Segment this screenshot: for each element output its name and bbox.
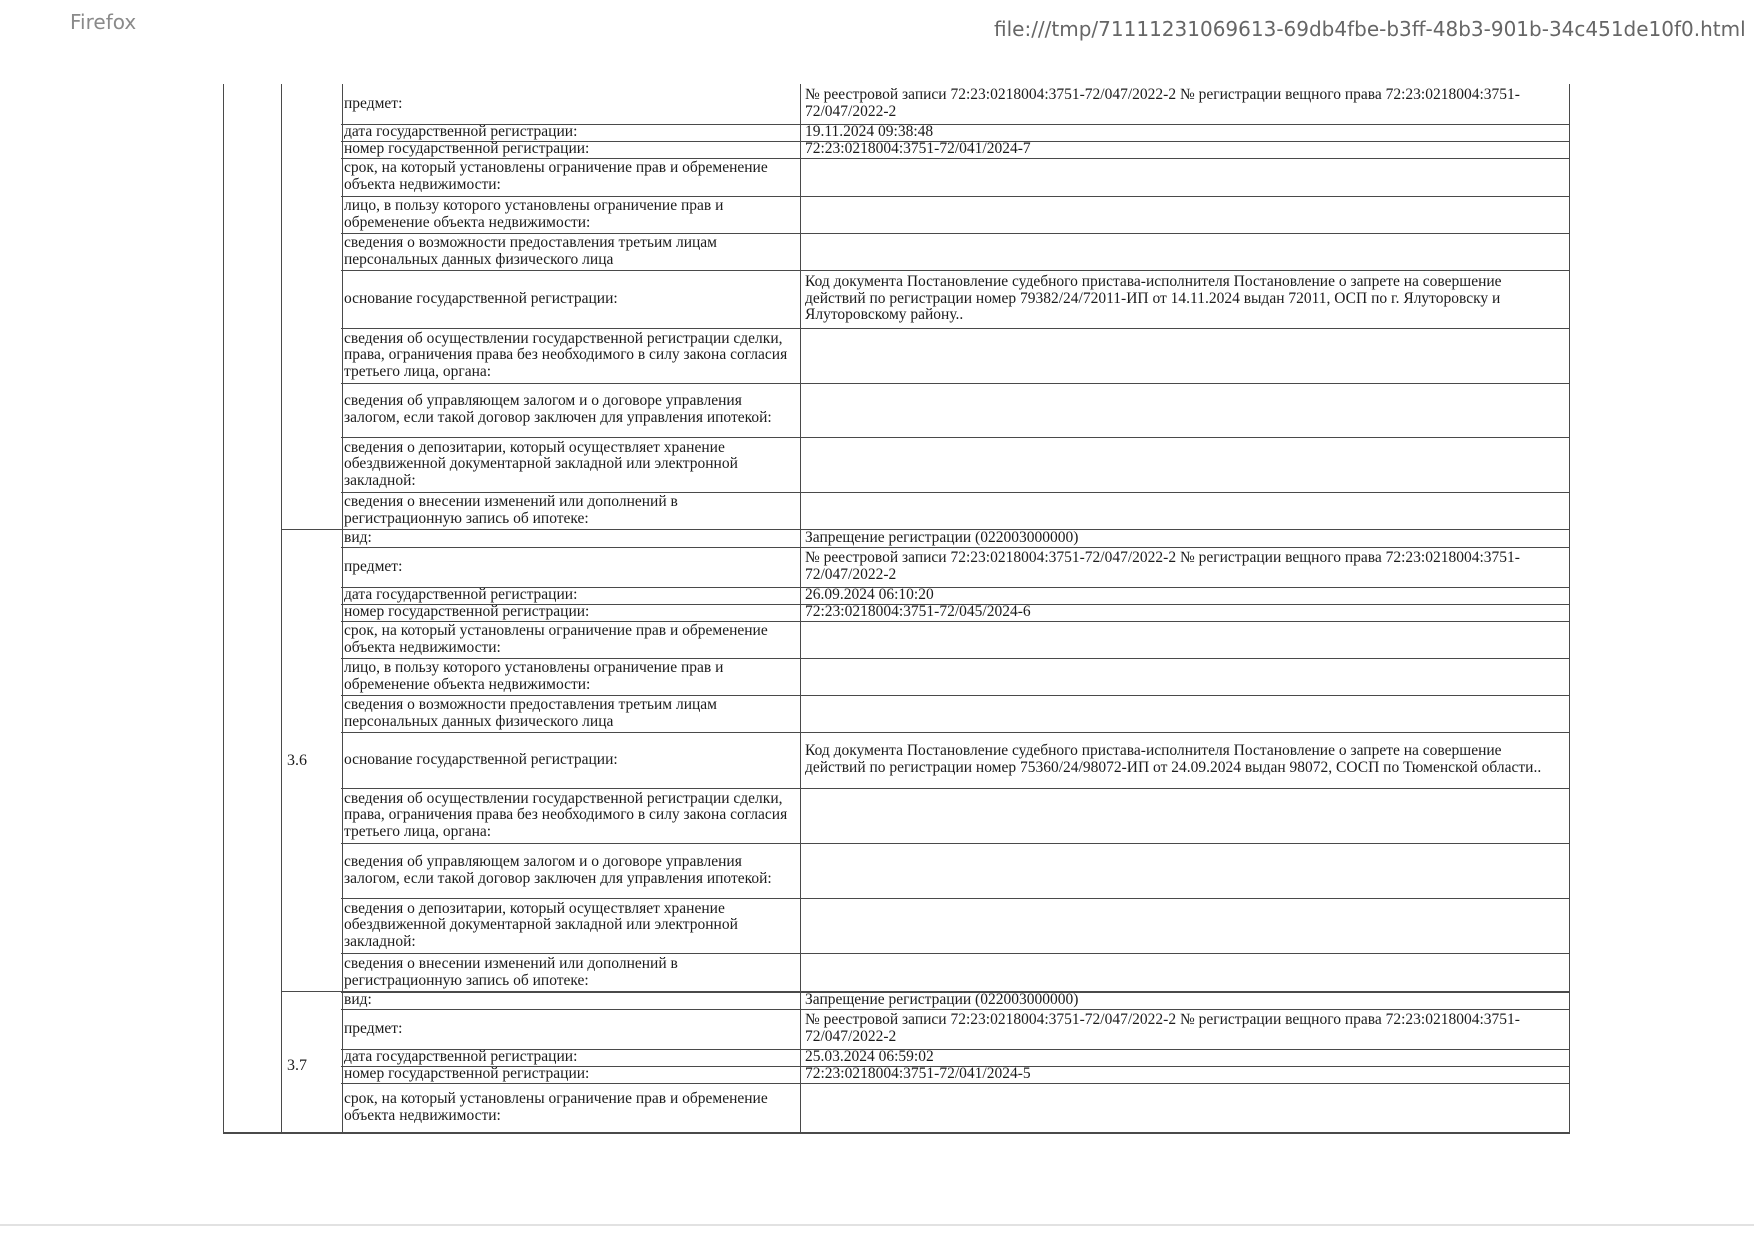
table-row xyxy=(341,953,1570,993)
row-label: дата государственной регистрации: xyxy=(341,124,801,141)
row-label: срок, на который установлены ограничение прав и обременение объекта недвижимости: xyxy=(341,1083,801,1133)
row-value: Код документа Постановление судебного пристава-исполнителя Постановление о запрете на совершение действий по регистрации номер 75360/24/98072-ИП от 24.09.2024 выдан 98072, СОСП по Тюменской области.. xyxy=(801,732,1570,788)
table-row xyxy=(341,788,1570,844)
row-label: лицо, в пользу которого установлены ограничение прав и обременение объекта недвижимости: xyxy=(341,196,801,233)
table-row xyxy=(341,1066,1570,1084)
row-label: лицо, в пользу которого установлены ограничение прав и обременение объекта недвижимости: xyxy=(341,658,801,695)
row-label: номер государственной регистрации: xyxy=(341,141,801,158)
row-label: сведения о возможности предоставления третьим лицам персональных данных физического лица xyxy=(341,233,801,270)
row-label: срок, на который установлены ограничение прав и обременение объекта недвижимости: xyxy=(341,158,801,196)
row-label: сведения о внесении изменений или дополнений в регистрационную запись об ипотеке: xyxy=(341,492,801,529)
table-row xyxy=(341,492,1570,530)
row-value xyxy=(801,233,1570,270)
table-row xyxy=(341,270,1570,329)
section-continued xyxy=(281,84,1570,529)
section-3-6 xyxy=(281,529,1570,992)
table-row xyxy=(341,695,1570,733)
row-value: 19.11.2024 09:38:48 xyxy=(801,124,1570,141)
row-value: Код документа Постановление судебного пристава-исполнителя Постановление о запрете на совершение действий по регистрации номер 79382/24/72011-ИП от 14.11.2024 выдан 72011, ОСП по г. Ялуторовску и Ялуторовскому району.. xyxy=(801,270,1570,328)
table-row xyxy=(341,233,1570,271)
row-value xyxy=(801,1083,1570,1133)
row-value: 25.03.2024 06:59:02 xyxy=(801,1049,1570,1066)
table-row xyxy=(341,1049,1570,1067)
table-row xyxy=(341,158,1570,197)
table-row xyxy=(341,992,1570,1010)
section-number: 3.7 xyxy=(287,1057,307,1074)
table-row xyxy=(341,604,1570,622)
table-row xyxy=(341,587,1570,605)
table-row xyxy=(341,437,1570,493)
row-label: сведения о депозитарии, который осуществляет хранение обездвиженной документарной закладной или электронной закладной: xyxy=(341,437,801,492)
table-row xyxy=(341,124,1570,142)
row-value xyxy=(801,843,1570,898)
table-row xyxy=(341,843,1570,899)
document-table xyxy=(223,84,1570,1134)
row-label: основание государственной регистрации: xyxy=(341,270,801,328)
row-value xyxy=(801,621,1570,658)
row-value xyxy=(801,898,1570,953)
row-value: 72:23:0218004:3751-72/045/2024-6 xyxy=(801,604,1570,621)
table-row xyxy=(341,547,1570,588)
row-value xyxy=(801,788,1570,843)
table-row xyxy=(341,658,1570,696)
row-value xyxy=(801,437,1570,492)
row-value: 72:23:0218004:3751-72/041/2024-5 xyxy=(801,1066,1570,1083)
row-label: номер государственной регистрации: xyxy=(341,604,801,621)
table-row xyxy=(341,328,1570,384)
row-value xyxy=(801,695,1570,732)
row-label: сведения о внесении изменений или дополнений в регистрационную запись об ипотеке: xyxy=(341,953,801,992)
row-value xyxy=(801,328,1570,383)
row-value: № реестровой записи 72:23:0218004:3751-72/047/2022-2 № регистрации вещного права 72:23:0218004:3751-72/047/2022-2 xyxy=(801,1009,1570,1049)
row-value xyxy=(801,196,1570,233)
row-label: срок, на который установлены ограничение прав и обременение объекта недвижимости: xyxy=(341,621,801,658)
row-label: номер государственной регистрации: xyxy=(341,1066,801,1083)
row-value: № реестровой записи 72:23:0218004:3751-72/047/2022-2 № регистрации вещного права 72:23:0218004:3751-72/047/2022-2 xyxy=(801,84,1570,124)
page-bottom-divider xyxy=(0,1224,1754,1226)
row-label: сведения об управляющем залогом и о договоре управления залогом, если такой договор заключен для управления ипотекой: xyxy=(341,843,801,898)
row-label: основание государственной регистрации: xyxy=(341,732,801,788)
section-number-cell xyxy=(281,84,343,529)
row-label: сведения об осуществлении государственной регистрации сделки, права, ограничения права без необходимого в силу закона согласия третьего лица, органа: xyxy=(341,328,801,383)
section-number-cell xyxy=(281,530,343,992)
row-value xyxy=(801,953,1570,992)
row-label: дата государственной регистрации: xyxy=(341,587,801,604)
section-3-7 xyxy=(281,991,1570,1133)
row-label: предмет: xyxy=(341,1009,801,1049)
row-value: 26.09.2024 06:10:20 xyxy=(801,587,1570,604)
section-number-cell xyxy=(281,992,343,1133)
table-row xyxy=(341,196,1570,234)
table-row xyxy=(341,1083,1570,1134)
row-value: 72:23:0218004:3751-72/041/2024-7 xyxy=(801,141,1570,158)
table-row xyxy=(341,141,1570,159)
row-label: предмет: xyxy=(341,84,801,124)
row-label: предмет: xyxy=(341,547,801,587)
file-url: file:///tmp/71111231069613-69db4fbe-b3ff-48b3-901b-34c451de10f0.html xyxy=(994,17,1746,41)
row-value: Запрещение регистрации (022003000000) xyxy=(801,992,1570,1009)
browser-title: Firefox xyxy=(70,10,137,34)
table-row xyxy=(341,84,1570,125)
table-row xyxy=(341,383,1570,438)
row-value xyxy=(801,492,1570,529)
section-number: 3.6 xyxy=(287,752,307,769)
table-row xyxy=(341,530,1570,548)
row-label: сведения о депозитарии, который осуществляет хранение обездвиженной документарной закладной или электронной закладной: xyxy=(341,898,801,953)
row-label: вид: xyxy=(341,992,801,1009)
table-row xyxy=(341,621,1570,659)
row-label: вид: xyxy=(341,530,801,547)
row-value: № реестровой записи 72:23:0218004:3751-72/047/2022-2 № регистрации вещного права 72:23:0218004:3751-72/047/2022-2 xyxy=(801,547,1570,587)
table-row xyxy=(341,732,1570,789)
row-value xyxy=(801,658,1570,695)
table-row xyxy=(341,898,1570,954)
row-label: сведения о возможности предоставления третьим лицам персональных данных физического лица xyxy=(341,695,801,732)
row-label: сведения об осуществлении государственной регистрации сделки, права, ограничения права без необходимого в силу закона согласия третьего лица, органа: xyxy=(341,788,801,843)
row-value xyxy=(801,383,1570,437)
row-label: дата государственной регистрации: xyxy=(341,1049,801,1066)
row-value: Запрещение регистрации (022003000000) xyxy=(801,530,1570,547)
row-label: сведения об управляющем залогом и о договоре управления залогом, если такой договор заключен для управления ипотекой: xyxy=(341,383,801,437)
table-row xyxy=(341,1009,1570,1050)
row-value xyxy=(801,158,1570,196)
